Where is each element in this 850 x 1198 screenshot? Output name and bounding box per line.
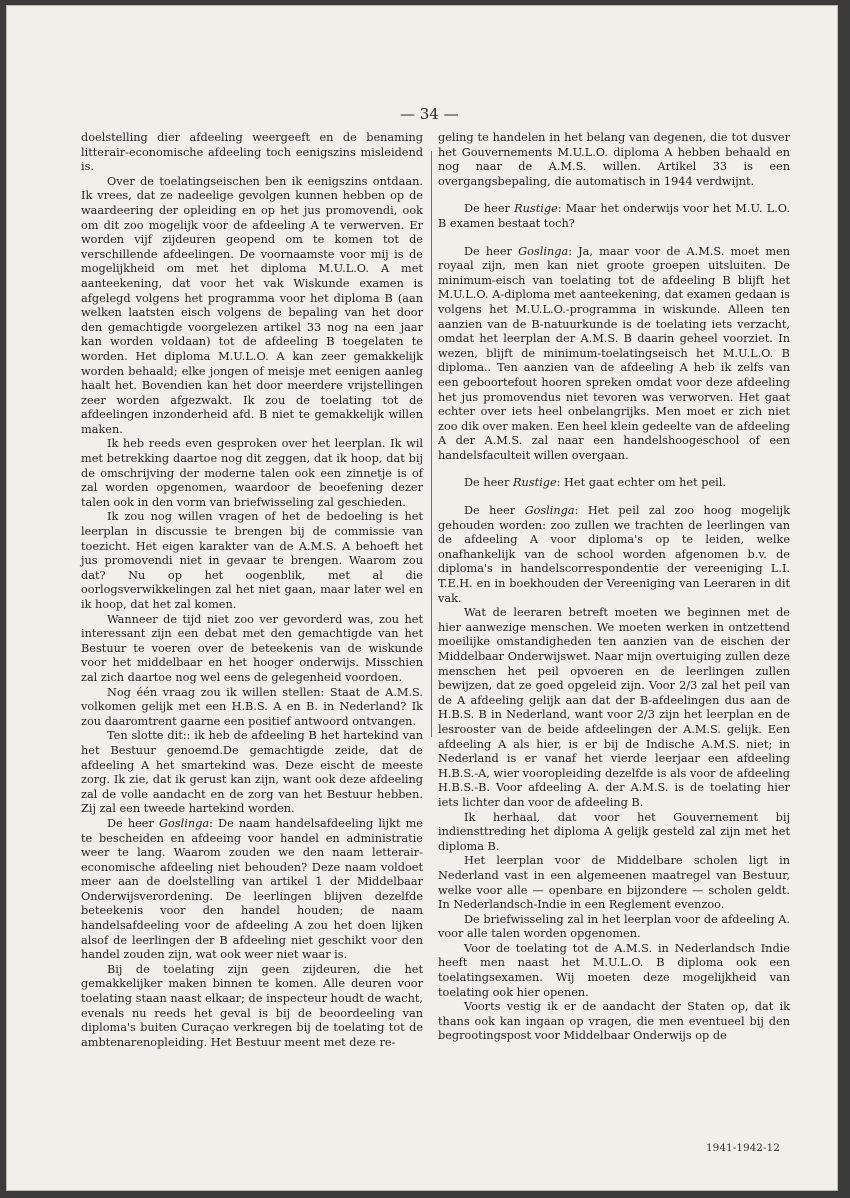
paragraph-text: Bij de toelating zijn geen zijdeuren, die het gemakkelijker maken binnen te komen. Alle deuren voor toelating staan naast elkaar; de inspecteur houdt de wacht, evenals nu reeds het geval is bij de beoordeeling van diploma's buiten Curaçao verkregen bij de toelating tot de ambtenarenopleiding. Het Bestuur meent met deze re- <box>81 962 423 1049</box>
paragraph-text: Maar het onderwijs voor het M.U. L.O. B examen bestaat toch? <box>438 202 790 230</box>
paragraph <box>438 854 790 912</box>
paragraph <box>81 817 423 963</box>
paragraph-text: Nog één vraag zou ik willen stellen: Staat de A.M.S. volkomen gelijk met een H.B.S. A en B. in Nederland? Ik zou daaromtrent gaarne een positief antwoord ontvangen. <box>81 685 423 728</box>
paragraph-text: Het peil zal zoo hoog mogelijk gehouden worden: zoo zullen we trachten de leerlingen van de afdeeling A voor diploma's op te leiden, welke onafhankelijk van de school worden afgenomen b.v. de diploma's in handelscorrespondentie der vereeniging L.I. T.E.H. en in boekhouden der Vereeniging van Leeraren in dit vak. <box>438 504 790 605</box>
column-divider <box>431 151 432 737</box>
paragraph-text: Het gaat echter om het peil. <box>560 476 726 490</box>
paragraph-text: Voor de toelating tot de A.M.S. in Nederlandsch Indie heeft men naast het M.U.L.O. B diploma ook een toelatingsexamen. Wij moeten deze mogelijkheid van toelating ook hier openen. <box>438 941 790 999</box>
speaker-name: De heer Goslinga: <box>464 244 572 258</box>
paragraph <box>438 504 790 606</box>
paragraph <box>438 606 790 810</box>
paragraph <box>81 510 423 612</box>
paragraph <box>438 942 790 1000</box>
paragraph-text: Ten slotte dit:: ik heb de afdeeling B het hartekind van het Bestuur genoemd.De gemachtigde zeide, dat de afdeeling A het smartekind was. Deze eischt de meeste zorg. Ik zie, dat ik gerust kan zijn, want ook deze afdeeling zal de volle aandacht en de zorg van het Bestuur hebben. Zij zal een tweede hartekind worden. <box>81 729 423 816</box>
paragraph-text: De briefwisseling zal in het leerplan voor de afdeeling A. voor alle talen worden opgenomen. <box>438 912 790 941</box>
paragraph <box>81 437 423 510</box>
footer-code: 1941-1942-12 <box>706 1142 780 1154</box>
paragraph-text: doelstelling dier afdeeling weergeeft en de benaming litterair-economische afdeeling toch eenigszins misleidend is. <box>81 131 423 174</box>
paragraph <box>81 175 423 438</box>
paragraph <box>438 131 790 189</box>
paragraph-text: Over de toelatingseischen ben ik eenigszins ontdaan. Ik vrees, dat ze nadeelige gevolgen kunnen hebben op de waardeering der opleiding en op het jus promovendi, ook om dit zoo mogelijk voor de afdeeling A te verwerven. Er worden vijf zijdeuren geopend om te komen tot de verschillende afdeelingen. De voornaamste voor mij is de mogelijkheid om met het diploma M.U.L.O. A met aanteekening, dat voor het vak Wiskunde examen is afgelegd volgens het programma voor het diploma B (aan welken laatsten eisch volgens de bepaling van het door den gemachtigde voorgelezen artikel 33 nog na een jaar kan worden voldaan) tot de afdeeling B toegelaten te worden. Het diploma M.U.L.O. A kan zeer gemakkelijk worden behaald; elke jongen of meisje met eenigen aanleg haalt het. Bovendien kan het door meerdere vrijstellingen zeer worden afgezwakt. Ik zou de toelating tot de afdeelingen inzonderheid afd. B niet te gemakkelijk willen maken. <box>81 174 423 436</box>
paragraph-text: Voorts vestig ik er de aandacht der Staten op, dat ik thans ook kan ingaan op vragen, die men eventueel bij den begrootingspost voor Middelbaar Onderwijs op de <box>438 1000 790 1043</box>
paragraph <box>81 686 423 730</box>
paragraph-text: Het leerplan voor de Middelbare scholen ligt in Nederland vast in een algemeenen maatregel van Bestuur, welke voor alle — openbare en bijzondere — scholen geldt. In Nederlandsch-Indie in een Reglement evenzoo. <box>438 854 790 912</box>
paragraph-text: De naam handelsafdeeling lijkt me te bescheiden en afdeeing voor handel en administratie weer te lang. Waarom zouden we den naam letterair-economische afdeeling niet behouden? Deze naam voldoet meer aan de doelstelling van artikel 1 der Middelbaar Onderwijsverordening. De leerlingen blijven dezelfde beteekenis voor den handel houden; de naam handelsafdeeling voor de afdeeling A zou het doen lijken alsof de leerlingen der B afdeeling niet geschikt voor den handel zouden zijn, wat ook weer niet waar is. <box>81 816 423 962</box>
left-column <box>81 131 423 1050</box>
paragraph <box>438 202 790 231</box>
paragraph <box>438 245 790 464</box>
speaker-name: De heer Rustige: <box>464 202 562 216</box>
paragraph-text: geling te handelen in het belang van degenen, die tot dusver het Gouvernements M.U.L.O. diploma A hebben behaald en nog naar de A.M.S. willen. Artikel 33 is een overgangsbepaling, die automatisch in 1944 verdwijnt. <box>438 131 790 188</box>
paragraph-text: Ik zou nog willen vragen of het de bedoeling is het leerplan in discussie te brengen bij de commissie van toezicht. Het eigen karakter van de A.M.S. A behoeft het jus promovendi niet in gevaar te brengen. Waarom zou dat? Nu op het oogenblik, met al die oorlogsverwikkelingen zal het niet gaan, maar later wel en ik hoop, dat het zal komen. <box>81 510 423 611</box>
paragraph <box>438 913 790 942</box>
speaker-name: De heer Goslinga: <box>464 504 579 518</box>
document-page <box>6 5 838 1191</box>
speaker-name: De heer Goslinga: <box>107 816 213 830</box>
paragraph-text: Wat de leeraren betreft moeten we beginnen met de hier aanwezige menschen. We moeten werken in ontzettend moeilijke omstandigheden ten aanzien van de eischen der Middelbaar Onderwijswet. Naar mijn overtuiging zullen deze menschen het peil opvoeren en de leerlingen zullen bewijzen, dat ze goed opgeleid zijn. Voor 2/3 zal het peil van de A afdeeling gelijk aan dat der B-afdeelingen dus aan de H.B.S. B in Nederland, want voor 2/3 zijn het leerplan en de lesrooster van de beide afdeelingen der A.M.S. gelijk. Een afdeeling A als hier, is er bij de Indische A.M.S. niet; in Nederland is er vanaf het vierde leerjaar een afdeeling H.B.S.-A, wier vooropleiding dezelfde is als voor de afdeeling H.B.S.-B. Voor afdeeling A. der A.M.S. is de toelating hier iets lichter dan voor de afdeeling B. <box>438 606 790 809</box>
paragraph <box>81 963 423 1051</box>
paragraph-text: Wanneer de tijd niet zoo ver gevorderd was, zou het interessant zijn een debat met den gemachtigde van het Bestuur te voeren over de beteekenis van de wiskunde voor het middelbaar en het hooger onderwijs. Misschien zal zich daartoe nog wel eens de gelegenheid voordoen. <box>81 612 423 684</box>
page-number: — 34 — <box>400 105 459 123</box>
paragraph <box>438 476 790 491</box>
right-column <box>438 131 790 1044</box>
speaker-name: De heer Rustige: <box>464 476 561 490</box>
paragraph-text: Ik herhaal, dat voor het Gouvernement bij indiensttreding het diploma A gelijk gesteld zal zijn met het diploma B. <box>438 810 790 853</box>
paragraph <box>438 811 790 855</box>
paragraph <box>81 131 423 175</box>
paragraph <box>81 729 423 817</box>
paragraph <box>81 613 423 686</box>
paragraph-text: Ik heb reeds even gesproken over het leerplan. Ik wil met betrekking daartoe nog dit zeggen, dat ik hoop, dat bij de omschrijving der moderne talen ook een zinnetje is of zal worden opgenomen, waardoor de beoefening dezer talen ook in den vorm van briefwisseling zal geschieden. <box>81 437 423 509</box>
paragraph <box>438 1000 790 1044</box>
paragraph-text: Ja, maar voor de A.M.S. moet men royaal zijn, men kan niet groote groepen uitsluiten. De minimum-eisch van toelating tot de afdeeling B blijft het M.U.L.O. A-diploma met aanteekening, dat examen gedaan is volgens het M.U.L.O.-programma in wiskunde. Alleen ten aanzien van de B-natuurkunde is de toelating iets verzacht, omdat het leerplan der A.M.S. B daarin geheel voorziet. In wezen, blijft de minimum-toelatingseisch het M.U.L.O. B diploma.. Ten aanzien van de afdeeling A heb ik zelfs van een geboortefout hooren spreken omdat voor deze afdeeling het jus promovendus niet tevoren was verworven. Het gaat echter over iets heel onbelangrijks. Men moet er zich niet zoo dik over maken. Een heel klein gedeelte van de afdeeling A der A.M.S. zal naar een handelshoogeschool of een handelsfaculteit willen overgaan. <box>438 244 790 462</box>
